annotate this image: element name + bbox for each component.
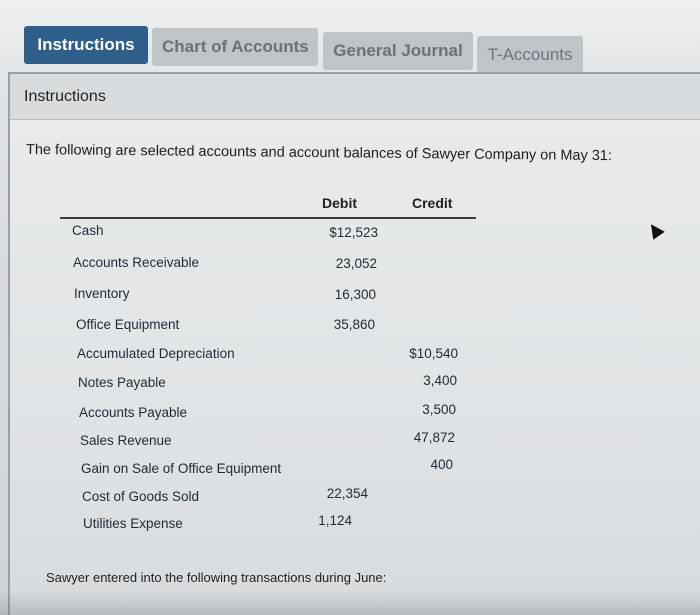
account-name: Accumulated Depreciation [77, 346, 235, 361]
account-name: Accounts Receivable [73, 255, 200, 270]
tab-bar [0, 0, 700, 80]
account-name: Cost of Goods Sold [82, 489, 200, 504]
account-name: Accounts Payable [79, 405, 188, 420]
account-name: Inventory [74, 286, 130, 301]
account-name: Gain on Sale of Office Equipment [81, 461, 282, 476]
account-debit: 35,860 [333, 317, 375, 332]
tab-instructions[interactable]: Instructions [24, 26, 148, 64]
tab-t-accounts[interactable]: T-Accounts [477, 36, 583, 74]
account-name: Utilities Expense [83, 516, 183, 531]
account-name: Cash [72, 223, 104, 238]
debit-column-header: Debit [322, 195, 357, 211]
account-debit: 22,354 [326, 486, 368, 501]
bottom-shadow [0, 590, 700, 615]
account-name: Office Equipment [76, 317, 180, 332]
tab-general-journal[interactable]: General Journal [323, 32, 473, 70]
account-balances-table [10, 74, 700, 615]
account-debit: 23,052 [335, 256, 377, 271]
tab-chart-of-accounts[interactable]: Chart of Accounts [152, 28, 318, 66]
account-debit: 16,300 [334, 287, 376, 302]
panel-title: Instructions [24, 88, 106, 105]
credit-column-header: Credit [412, 195, 453, 211]
account-name: Sales Revenue [80, 433, 172, 448]
account-credit: 3,400 [423, 373, 457, 388]
account-credit: 47,872 [413, 430, 455, 445]
account-credit: 400 [430, 457, 453, 472]
transactions-intro: Sawyer entered into the following transactions during June: [46, 570, 387, 585]
account-credit: 3,500 [422, 402, 456, 417]
instructions-panel [8, 72, 700, 615]
intro-text: The following are selected accounts and account balances of Sawyer Company on May 31: [25, 142, 613, 165]
account-credit: $10,540 [409, 346, 458, 361]
account-debit: 1,124 [318, 513, 352, 528]
account-name: Notes Payable [78, 375, 166, 390]
account-debit: $12,523 [329, 225, 378, 240]
